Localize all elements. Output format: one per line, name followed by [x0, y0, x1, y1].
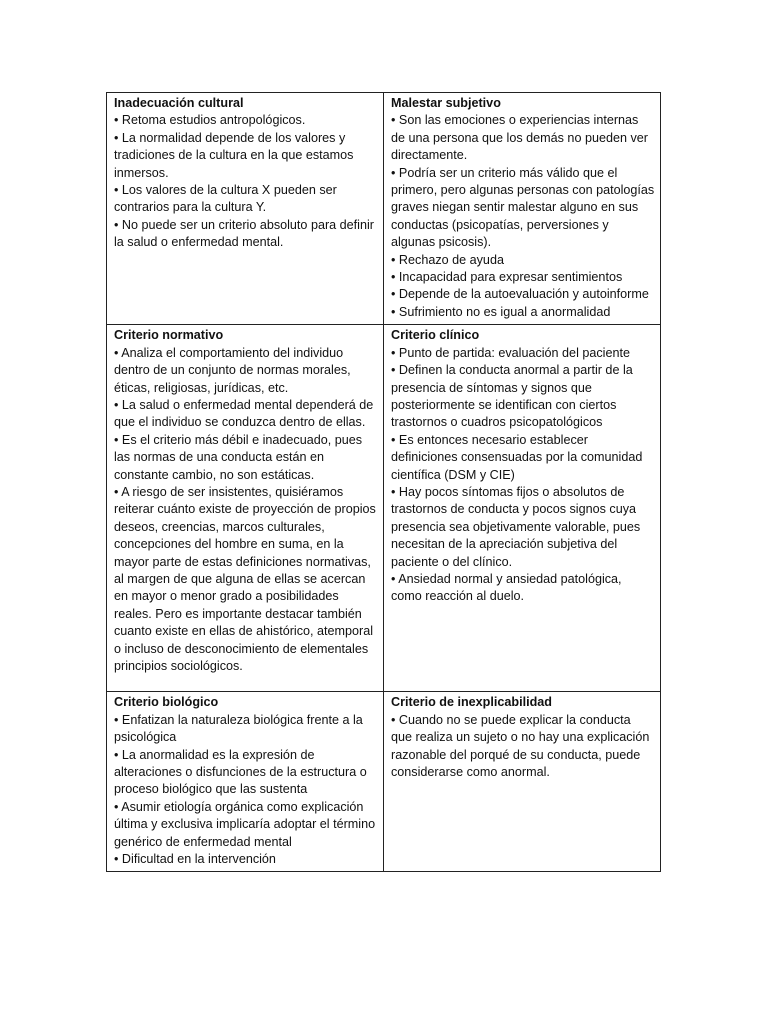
- list-item: • Definen la conducta anormal a partir de la presencia de síntomas y signos que posteriormente se identifican con ciertos trastornos o cuadros psicopatológicos: [391, 363, 633, 430]
- bullet-list: [114, 112, 378, 251]
- list-item: • Cuando no se puede explicar la conducta que realiza un sujeto o no hay una explicación razonable del porqué de su conducta, puede considerarse como anormal.: [391, 712, 650, 779]
- list-item: • Podría ser un criterio más válido que el primero, pero algunas personas con patologías graves niegan sentir malestar alguno en sus conductas (psicopatías, perversiones y algunas psicosis).: [391, 165, 655, 250]
- bullet-list: [391, 345, 655, 606]
- list-item: • Incapacidad para expresar sentimientos: [391, 270, 623, 285]
- cell-malestar-subjetivo: [384, 93, 661, 325]
- table-row: [107, 692, 661, 872]
- cell-title: Criterio biológico: [114, 695, 219, 710]
- list-item: • Los valores de la cultura X pueden ser contrarios para la cultura Y.: [114, 183, 337, 215]
- list-item: • Son las emociones o experiencias internas de una persona que los demás no pueden ver directamente.: [391, 113, 648, 163]
- list-item: • La salud o enfermedad mental dependerá de que el individuo se conduzca dentro de ellas.: [114, 397, 374, 430]
- cell-criterio-normativo: [107, 325, 384, 692]
- cell-title: Malestar subjetivo: [391, 96, 501, 110]
- list-item: • La anormalidad es la expresión de alteraciones o disfunciones de la estructura o proceso biológico que las sustenta: [114, 747, 367, 797]
- list-item: • Es el criterio más débil e inadecuado, pues las normas de una conducta están en constante cambio, no son estáticas.: [114, 432, 363, 482]
- bullet-list: [391, 112, 655, 321]
- list-item: • La normalidad depende de los valores y tradiciones de la cultura en la que estamos inmersos.: [114, 130, 354, 180]
- cell-criterio-inexplicabilidad: [384, 692, 661, 872]
- criteria-table: [106, 92, 661, 872]
- list-item: • Dificultad en la intervención: [114, 851, 276, 866]
- list-item: • Asumir etiología orgánica como explicación última y exclusiva implicaría adoptar el término genérico de enfermedad mental: [114, 799, 376, 849]
- bullet-list: [391, 712, 655, 782]
- list-item: • No puede ser un criterio absoluto para definir la salud o enfermedad mental.: [114, 217, 374, 250]
- cell-title: Criterio clínico: [391, 328, 480, 343]
- cell-title: Criterio normativo: [114, 328, 224, 343]
- list-item: • Analiza el comportamiento del individuo dentro de un conjunto de normas morales, éticas, religiosas, jurídicas, etc.: [114, 345, 351, 395]
- cell-title: Inadecuación cultural: [114, 96, 244, 110]
- list-item: • Depende de la autoevaluación y autoinforme: [391, 287, 649, 302]
- cell-title: Criterio de inexplicabilidad: [391, 695, 552, 710]
- cell-criterio-biologico: [107, 692, 384, 872]
- bullet-list: [114, 345, 378, 676]
- list-item: • Enfatizan la naturaleza biológica frente a la psicológica: [114, 712, 363, 745]
- list-item: • Hay pocos síntomas fijos o absolutos de trastornos de conducta y pocos signos cuya presencia sea objetivamente valorable, pues necesitan de la apreciación subjetiva del paciente o del clínico.: [391, 484, 641, 569]
- list-item: • Punto de partida: evaluación del paciente: [391, 345, 630, 360]
- bullet-list: [114, 712, 378, 869]
- cell-inadecuacion-cultural: [107, 93, 384, 325]
- list-item: • Retoma estudios antropológicos.: [114, 113, 306, 128]
- list-item: • A riesgo de ser insistentes, quisiéramos reiterar cuánto existe de proyección de propios deseos, creencias, marcos culturales, concepciones del hombre en suma, en la mayor parte de estas definiciones normativas, al margen de que alguna de ellas se acercan en mayor o menor grado a posibilidades reales. Pero es importante destacar también cuanto existe en ellas de ahistórico, atemporal o incluso de desconocimiento de elementales principios sociológicos.: [114, 484, 376, 673]
- list-item: • Rechazo de ayuda: [391, 252, 504, 267]
- table-row: [107, 325, 661, 692]
- cell-criterio-clinico: [384, 325, 661, 692]
- list-item: • Ansiedad normal y ansiedad patológica, como reacción al duelo.: [391, 571, 622, 604]
- list-item: • Sufrimiento no es igual a anormalidad: [391, 304, 611, 319]
- list-item: • Es entonces necesario establecer definiciones consensuadas por la comunidad científica (DSM y CIE): [391, 432, 643, 482]
- table-row: [107, 93, 661, 325]
